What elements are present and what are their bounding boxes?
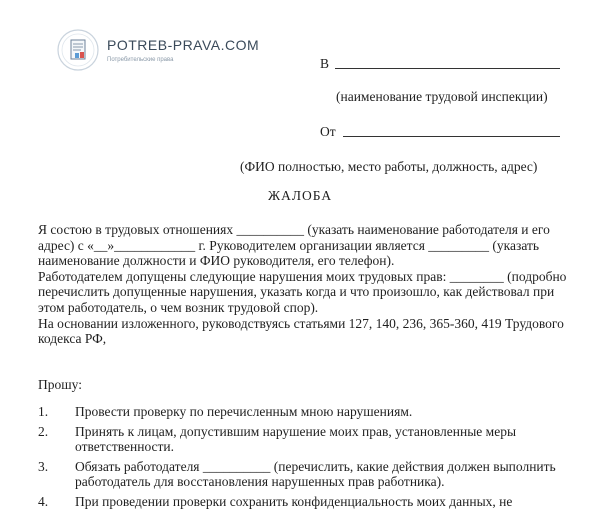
from-caption: (ФИО полностью, место работы, должность, адрес) xyxy=(240,159,538,174)
list-item-number: 4. xyxy=(38,493,49,509)
list-item xyxy=(38,424,568,455)
to-caption: (наименование трудовой инспекции) xyxy=(336,89,548,104)
complaint-body xyxy=(38,222,568,347)
list-item-text: Обязать работодателя __________ (перечислить, какие действия должен выполнить работодатель для восстановления нарушенных прав работника). xyxy=(75,458,556,490)
paragraph-legal-basis: На основании изложенного, руководствуясь статьями 127, 140, 236, 365-360, 419 Трудового кодекса РФ, xyxy=(38,315,564,347)
list-item-text: Принять к лицам, допустившим нарушение моих прав, установленные меры ответственности. xyxy=(75,423,517,455)
list-item-text: При проведении проверки сохранить конфиденциальность моих данных, не xyxy=(75,493,513,509)
list-item-number: 1. xyxy=(38,404,49,419)
list-item xyxy=(38,404,568,420)
request-list xyxy=(38,404,568,514)
list-item xyxy=(38,459,568,490)
document-logo-icon xyxy=(56,28,100,72)
list-item-number: 2. xyxy=(38,423,49,439)
from-line xyxy=(343,136,560,137)
paragraph-violations: Работодателем допущены следующие нарушения моих трудовых прав: ________ (подробно перечислить допущенные нарушения, указать когда и что произошло, как действовал при этом работодатель, о чем возник трудовой спор). xyxy=(38,268,567,315)
site-tagline: Потребительские права xyxy=(107,57,174,63)
list-item xyxy=(38,494,568,510)
list-item-number: 3. xyxy=(38,458,49,474)
paragraph-employment: Я состою в трудовых отношениях __________ (указать наименование работодателя и его адрес) с «__»____________ г. Руководителем организации является _________ (указать наименование должности и ФИО руководителя, его телефон). xyxy=(38,222,550,269)
site-name: POTREB-PRAVA.COM xyxy=(107,37,260,53)
from-label: От xyxy=(320,124,336,139)
list-item-text: Провести проверку по перечисленным мною нарушениям. xyxy=(75,404,413,419)
to-label: В xyxy=(320,56,330,71)
to-line xyxy=(335,68,560,69)
document-title: ЖАЛОБА xyxy=(268,188,333,203)
request-label: Прошу: xyxy=(38,377,82,392)
